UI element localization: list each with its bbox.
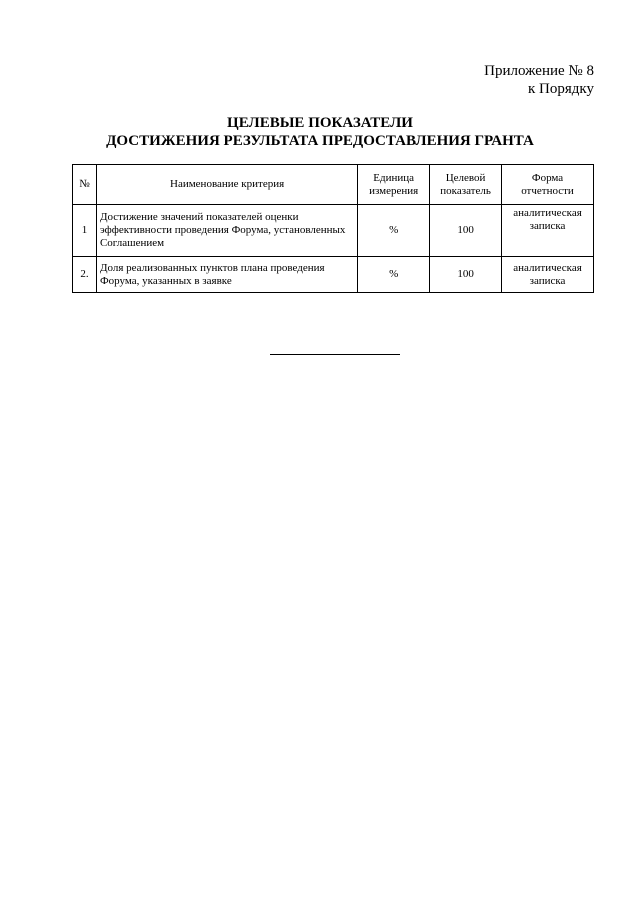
table-header-row (73, 165, 594, 205)
row-number: 2. (73, 257, 97, 293)
title-line-2: ДОСТИЖЕНИЯ РЕЗУЛЬТАТА ПРЕДОСТАВЛЕНИЯ ГРАНТА (106, 133, 534, 149)
row-report-form (502, 205, 594, 257)
header-unit-line-1: Единица (373, 171, 415, 184)
table-row (73, 205, 594, 257)
row-target: 100 (430, 205, 502, 257)
header-criterion-name: Наименование критерия (96, 165, 357, 205)
row-unit: % (358, 257, 430, 293)
header-unit (358, 165, 430, 205)
table-row (73, 257, 594, 293)
title-line-1: ЦЕЛЕВЫЕ ПОКАЗАТЕЛИ (227, 115, 413, 131)
header-form-line-1: Форма (531, 171, 564, 184)
document-title (0, 114, 640, 150)
header-target-line-1: Целевой (445, 171, 486, 184)
annex-reference (484, 62, 594, 98)
end-separator-line (270, 354, 400, 355)
header-form-line-2: отчетности (521, 184, 574, 197)
row-criterion-name: Доля реализованных пунктов плана проведения Форума, указанных в заявке (96, 257, 357, 293)
criteria-table (72, 164, 594, 293)
annex-document: к Порядку (528, 81, 594, 97)
header-target-line-2: показатель (440, 184, 491, 197)
row-form-line-1: аналитическая (513, 261, 582, 274)
row-number: 1 (73, 205, 97, 257)
header-unit-line-2: измерения (369, 184, 419, 197)
annex-number: Приложение № 8 (484, 63, 594, 79)
header-target (430, 165, 502, 205)
row-unit: % (358, 205, 430, 257)
row-report-form (502, 257, 594, 293)
row-form-line-1: аналитическая (513, 207, 582, 219)
header-number: № (73, 165, 97, 205)
row-criterion-name: Достижение значений показателей оценки эффективности проведения Форума, установленных Соглашением (96, 205, 357, 257)
row-form-line-2: записка (529, 274, 566, 287)
row-form-line-2: записка (529, 220, 566, 232)
header-report-form (502, 165, 594, 205)
row-target: 100 (430, 257, 502, 293)
